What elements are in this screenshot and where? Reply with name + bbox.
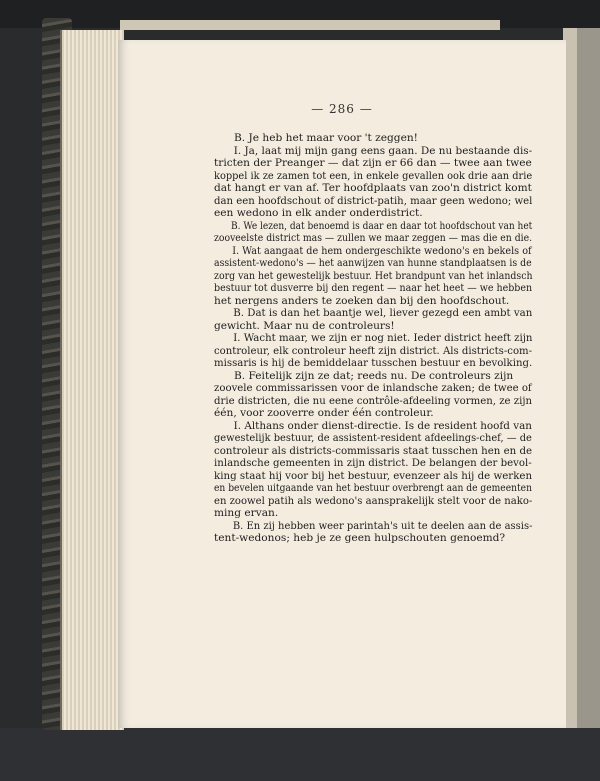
text-line: B. Feitelijk zijn ze dat; reeds nu. De controleurs zijn — [234, 369, 514, 382]
text-line: B. En zij hebben weer parintah's uit te deelen aan de assis- — [232, 519, 533, 532]
background-bottom — [0, 728, 600, 781]
text-line: assistent-wedono's — het aanwijzen van hunne standplaatsen is de — [214, 257, 532, 269]
text-line: I. Ja, laat mij mijn gang eens gaan. De nu bestaande dis- — [233, 144, 533, 157]
text-line: dat hangt er van af. Ter hoofdplaats van zoo'n district komt — [214, 182, 532, 194]
text-line: B. Je heb het maar voor 't zeggen! — [234, 132, 418, 144]
text-line: inlandsche gemeenten in zijn district. De belangen der bevol- — [214, 457, 532, 469]
text-line: I. Althans onder dienst-directie. Is de resident hoofd van — [233, 419, 532, 432]
page-stack-right — [563, 28, 600, 728]
text-line: controleur, elk controleur heeft zijn district. Als districts-com- — [214, 344, 533, 357]
text-line: missaris is hij de bemiddelaar tusschen bestuur en bevolking. — [214, 357, 533, 369]
text-line: drie districten, die nu eene contrôle-afdeeling vormen, ze zijn — [214, 394, 533, 407]
text-line: één, voor zooverre onder één controleur. — [214, 407, 434, 419]
text-line: het nergens anders te zoeken dan bij den hoofdschout. — [214, 294, 510, 307]
page-stack-left — [60, 30, 124, 730]
text-line: tricten der Preanger — dat zijn er 66 dan — twee aan twee — [214, 157, 532, 169]
text-line: gewestelijk bestuur, de assistent-resident afdeelings-chef, — de — [214, 432, 532, 444]
text-line: ming ervan. — [214, 507, 279, 519]
text-line: I. Wat aangaat de hem ondergeschikte wedono's en bekels of — [232, 244, 532, 257]
page-edge-top — [120, 20, 500, 30]
page-number: — 286 — — [311, 102, 373, 116]
book-page — [118, 40, 566, 728]
text-line: B. Dat is dan het baantje wel, liever gezegd een ambt van — [233, 307, 533, 319]
text-line: controleur als districts-commissaris staat tusschen hen en de — [214, 444, 533, 457]
text-line: gewicht. Maar nu de controleurs! — [214, 319, 395, 332]
text-line: een wedono in elk ander onderdistrict. — [214, 207, 423, 219]
text-line: zorg van het gewestelijk bestuur. Het brandpunt van het inlandsch — [214, 269, 533, 282]
text-line: zooveelste district mas — zullen we maar zeggen — mas die en die. — [214, 232, 533, 244]
text-line: en bevelen uitgaande van het bestuur overbrengt aan de gemeenten — [214, 482, 532, 494]
page-text — [214, 132, 532, 545]
text-line: zoovele commissarissen voor de inlandsche zaken; de twee of — [214, 382, 532, 394]
text-line: bestuur tot dusverre bij den regent — naar het heet — we hebben — [214, 282, 533, 294]
text-line: B. We lezen, dat benoemd is daar en daar tot hoofdschout van het — [231, 219, 533, 232]
text-line: I. Wacht maar, we zijn er nog niet. Ieder district heeft zijn — [233, 332, 533, 344]
text-line: king staat hij voor bij het bestuur, evenzeer als hij de werken — [214, 469, 533, 482]
text-line: en zoowel patih als wedono's aansprakelijk stelt voor de nako- — [214, 494, 533, 507]
text-line: tent-wedonos; heb je ze geen hulpschouten genoemd? — [214, 532, 506, 544]
text-line: dan een hoofdschout of district-patih, maar geen wedono; wel — [214, 194, 533, 207]
text-line: koppel ik ze zamen tot een, in enkele gevallen ook drie aan drie — [214, 169, 533, 182]
